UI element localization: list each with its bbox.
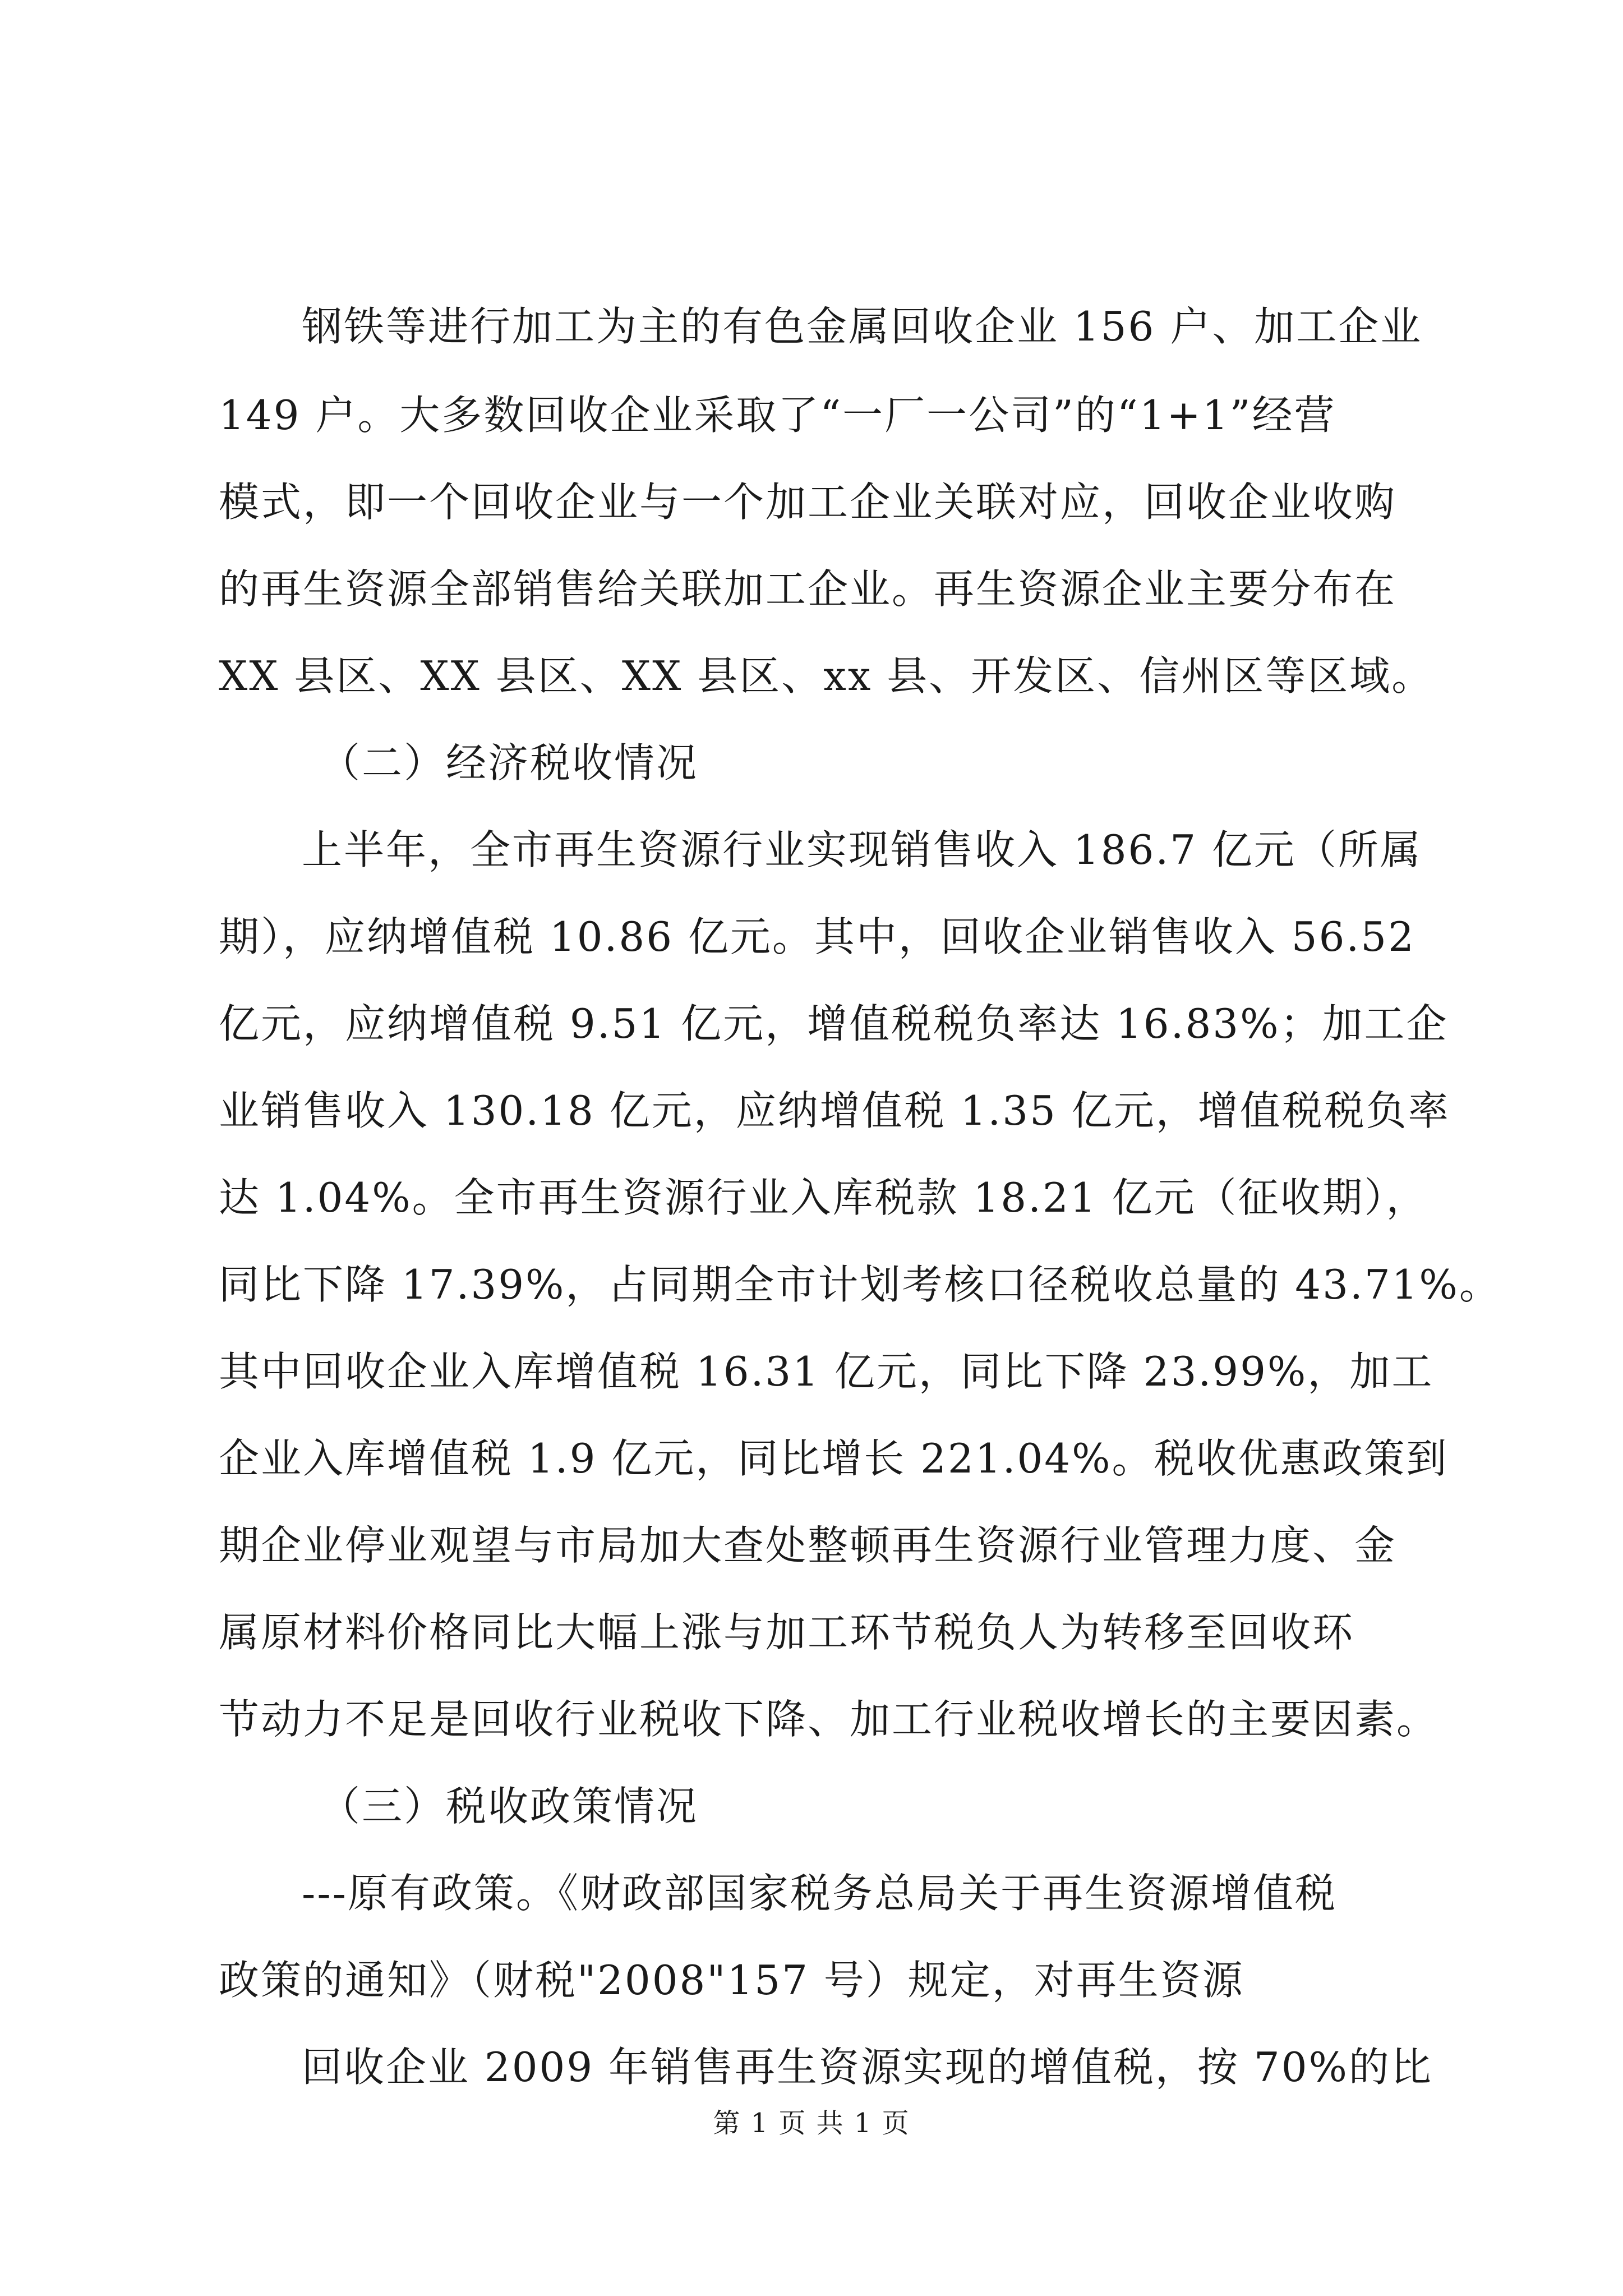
paragraph-line: 的再生资源全部销售给关联加工企业。再生资源企业主要分布在 bbox=[219, 565, 1397, 613]
paragraph-line: 节动力不足是回收行业税收下降、加工行业税收增长的主要因素。 bbox=[219, 1696, 1439, 1743]
paragraph-line: 模式，即一个回收企业与一个加工企业关联对应，回收企业收购 bbox=[219, 478, 1397, 526]
paragraph-line: XX 县区、XX 县区、XX 县区、xx 县、开发区、信州区等区域。 bbox=[219, 652, 1434, 700]
paragraph-line: 政策的通知》（财税"2008"157 号）规定，对再生资源 bbox=[219, 1957, 1244, 2004]
paragraph-line: 业销售收入 130.18 亿元，应纳增值税 1.35 亿元，增值税税负率 bbox=[219, 1087, 1450, 1134]
paragraph-line: 达 1.04%。全市再生资源行业入库税款 18.21 亿元（征收期）， bbox=[219, 1174, 1428, 1221]
paragraph-line: 钢铁等进行加工为主的有色金属回收企业 156 户、加工企业 bbox=[302, 303, 1423, 350]
paragraph-line: 149 户。大多数回收企业采取了“一厂一公司”的“1+1”经营 bbox=[219, 392, 1336, 439]
paragraph-line: 上半年，全市再生资源行业实现销售收入 186.7 亿元（所属 bbox=[302, 826, 1422, 873]
paragraph-line: 期企业停业观望与市局加大查处整顿再生资源行业管理力度、金 bbox=[219, 1522, 1397, 1569]
section-heading: （三）税收政策情况 bbox=[320, 1783, 699, 1830]
page-footer: 第 1 页 共 1 页 bbox=[713, 2108, 910, 2139]
paragraph-line: ---原有政策。《财政部国家税务总局关于再生资源增值税 bbox=[302, 1870, 1337, 1917]
paragraph-line: 期），应纳增值税 10.86 亿元。其中，回收企业销售收入 56.52 bbox=[219, 913, 1415, 960]
paragraph-line: 属原材料价格同比大幅上涨与加工环节税负人为转移至回收环 bbox=[219, 1609, 1355, 1656]
paragraph-line: 其中回收企业入库增值税 16.31 亿元，同比下降 23.99%，加工 bbox=[219, 1348, 1434, 1395]
paragraph-line: 企业入库增值税 1.9 亿元，同比增长 221.04%。税收优惠政策到 bbox=[219, 1435, 1449, 1482]
section-heading: （二）经济税收情况 bbox=[320, 739, 699, 786]
paragraph-line: 亿元，应纳增值税 9.51 亿元，增值税税负率达 16.83%；加工企 bbox=[219, 1000, 1449, 1047]
paragraph-line: 同比下降 17.39%，占同期全市计划考核口径税收总量的 43.71%。 bbox=[219, 1261, 1501, 1308]
paragraph-line: 回收企业 2009 年销售再生资源实现的增值税，按 70%的比 bbox=[302, 2044, 1433, 2091]
